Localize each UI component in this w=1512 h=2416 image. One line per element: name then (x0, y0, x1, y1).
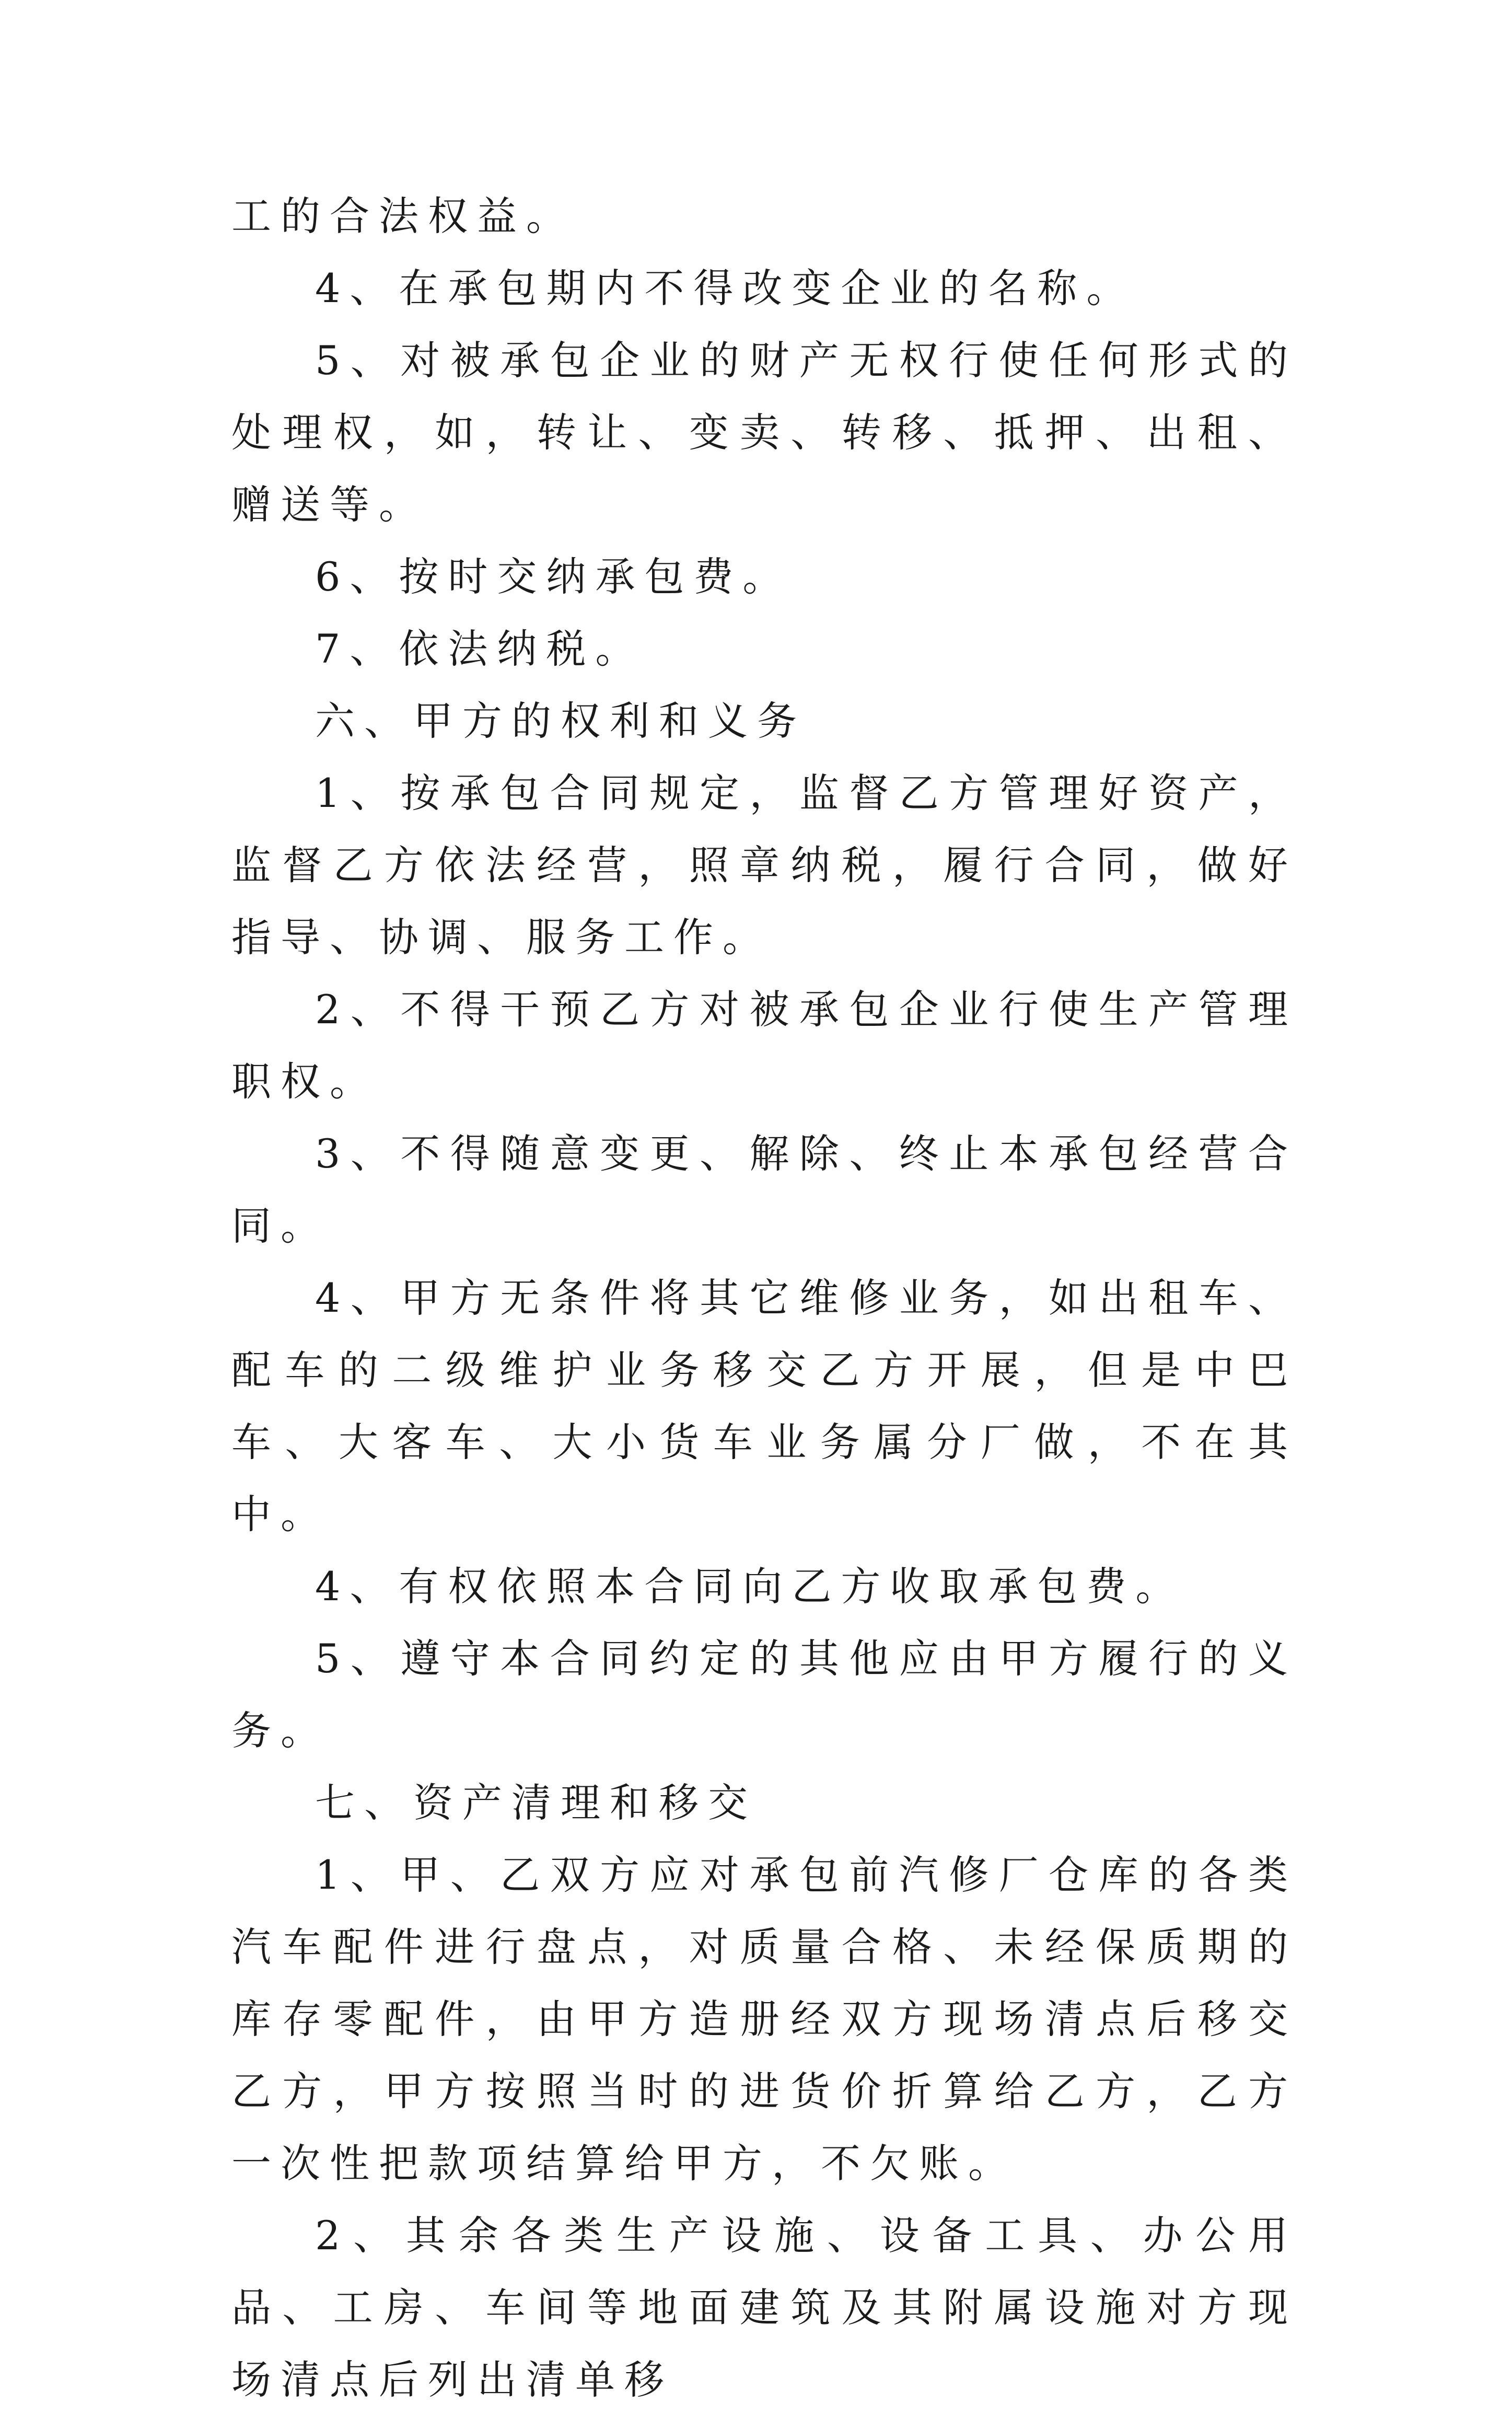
paragraph: 工的合法权益。 (231, 193, 575, 239)
document-page (231, 180, 1297, 2416)
paragraph: 7、依法纳税。 (315, 626, 645, 672)
paragraph: 2、不得干预乙方对被承包企业行使生产管理职权。 (231, 986, 1297, 1105)
paragraph: 5、对被承包企业的财产无权行使任何形式的处理权，如，转让、变卖、转移、抵押、出租、赠送等。 (231, 337, 1297, 528)
paragraph: 1、甲、乙双方应对承包前汽修厂仓库的各类汽车配件进行盘点，对质量合格、未经保质期的库存零配件，由甲方造册经双方现场清点后移交乙方，甲方按照当时的进货价折算给乙方，乙方一次性把款项结算给甲方，不欠账。 (231, 1852, 1297, 2187)
section-heading: 七、资产清理和移交 (315, 1779, 757, 1826)
paragraph: 4、甲方无条件将其它维修业务，如出租车、配车的二级维护业务移交乙方开展，但是中巴车、大客车、大小货车业务属分厂做，不在其中。 (231, 1275, 1297, 1538)
section-heading: 六、甲方的权利和义务 (315, 698, 806, 744)
paragraph: 6、按时交纳承包费。 (315, 553, 792, 600)
paragraph: 2、其余各类生产设施、设备工具、办公用品、工房、车间等地面建筑及其附属设施对方现场清点后列出清单移 (231, 2212, 1297, 2403)
paragraph: 3、不得随意变更、解除、终止本承包经营合同。 (231, 1130, 1297, 1249)
paragraph: 5、遵守本合同约定的其他应由甲方履行的义务。 (231, 1635, 1297, 1754)
paragraph: 4、在承包期内不得改变企业的名称。 (315, 265, 1136, 311)
paragraph: 1、按承包合同规定，监督乙方管理好资产，监督乙方依法经营，照章纳税，履行合同，做好指导、协调、服务工作。 (231, 770, 1297, 961)
paragraph: 4、有权依照本合同向乙方收取承包费。 (315, 1563, 1185, 1610)
